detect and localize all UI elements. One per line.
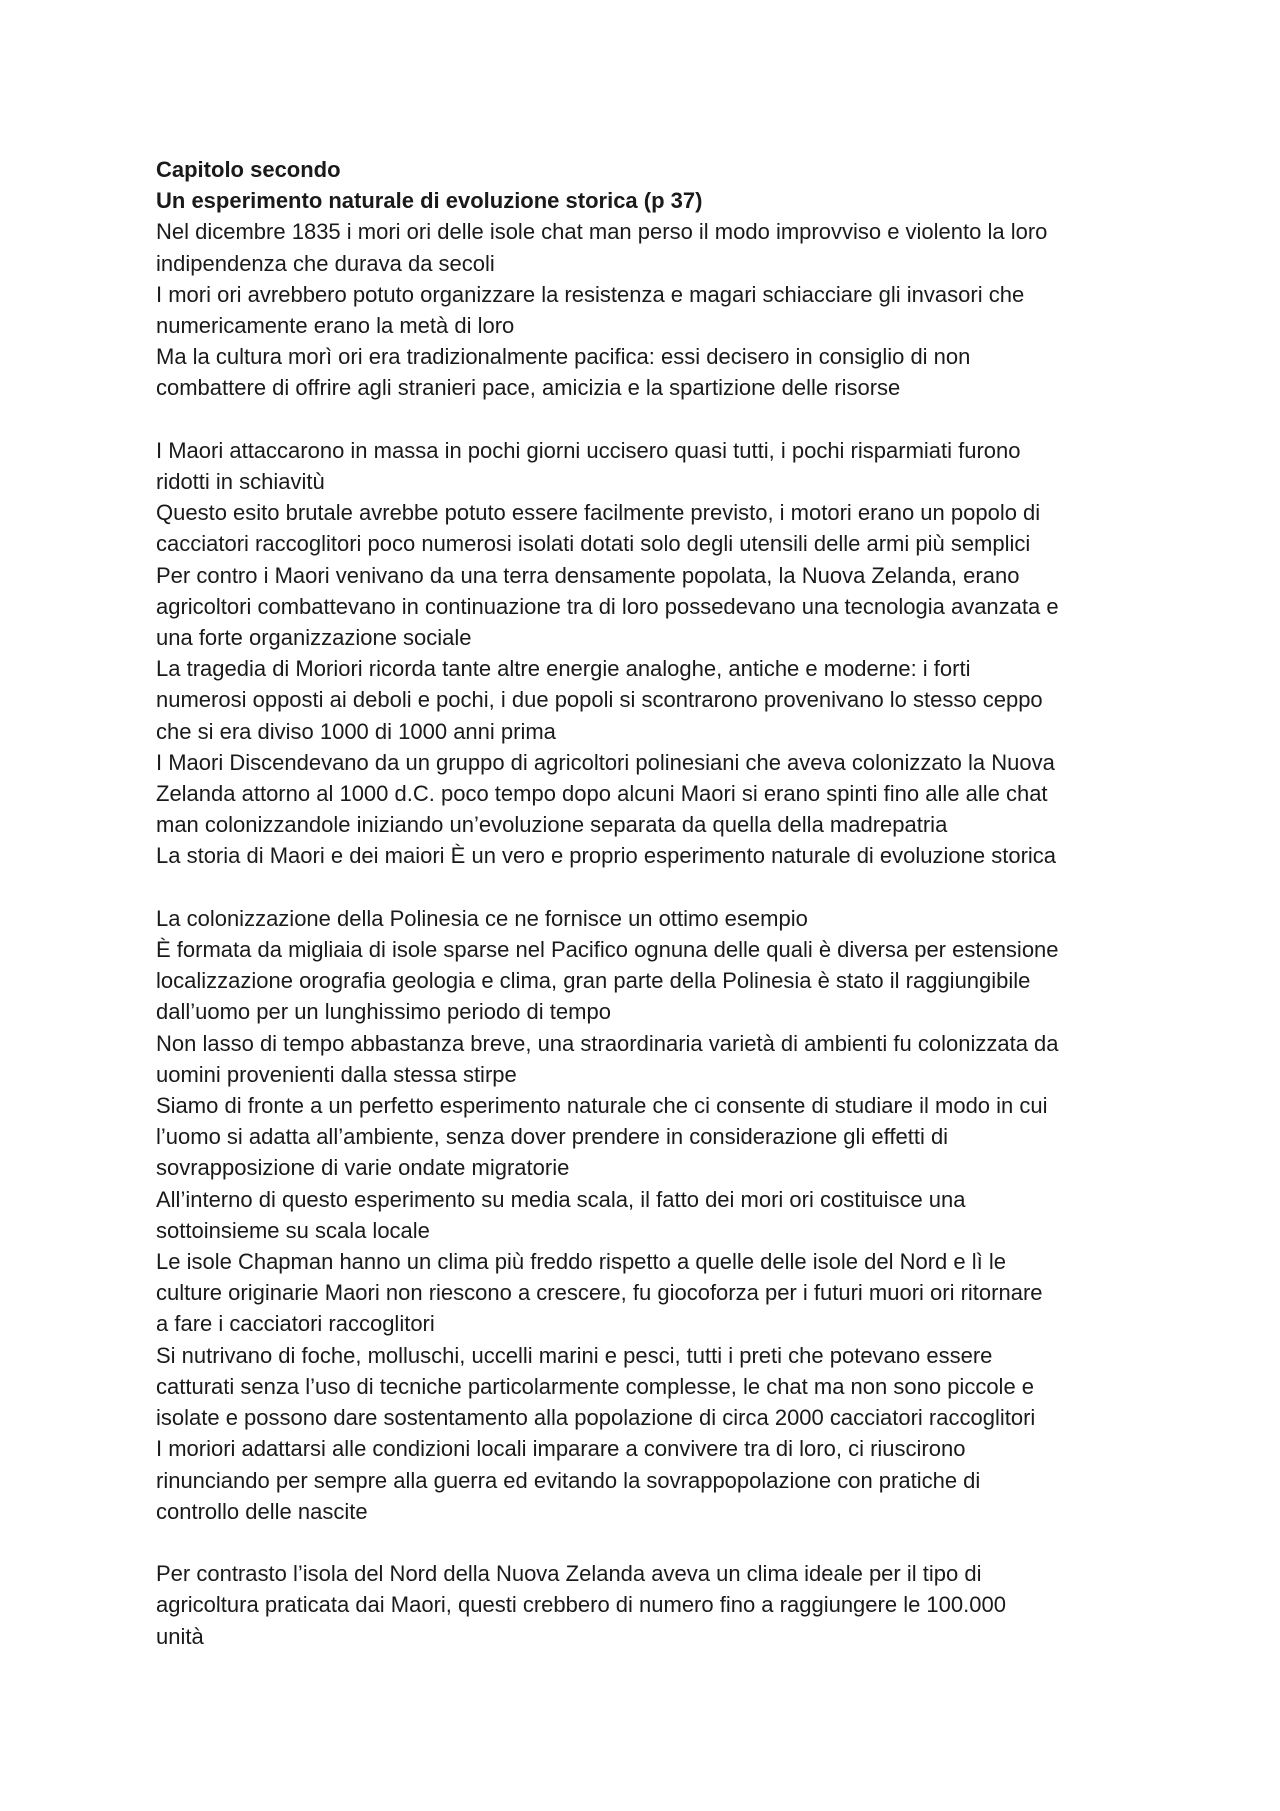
text-line: Per contrasto l’isola del Nord della Nuova Zelanda aveva un clima ideale per il tipo di	[156, 1561, 982, 1587]
text-line: sottoinsieme su scala locale	[156, 1217, 430, 1243]
text-line: Non lasso di tempo abbastanza breve, una straordinaria varietà di ambienti fu colonizzata da	[156, 1030, 1059, 1056]
text-line: rinunciando per sempre alla guerra ed evitando la sovrappopolazione con pratiche di	[156, 1467, 981, 1493]
text-line: combattere di offrire agli stranieri pace, amicizia e la spartizione delle risorse	[156, 375, 901, 401]
text-line: Nel dicembre 1835 i mori ori delle isole chat man perso il modo improvviso e violento la loro	[156, 219, 1048, 245]
text-line: Zelanda attorno al 1000 d.C. poco tempo dopo alcuni Maori si erano spinti fino alle alle chat	[156, 781, 1048, 807]
text-line: catturati senza l’uso di tecniche particolarmente complesse, le chat ma non sono piccole e	[156, 1373, 1035, 1399]
text-line: Siamo di fronte a un perfetto esperimento naturale che ci consente di studiare il modo in cui	[156, 1093, 1048, 1119]
text-line: culture originarie Maori non riescono a crescere, fu giocoforza per i futuri muori ori ritornare	[156, 1280, 1043, 1306]
text-line: I Maori attaccarono in massa in pochi giorni uccisero quasi tutti, i pochi risparmiati furono	[156, 437, 1021, 463]
text-line: Le isole Chapman hanno un clima più freddo rispetto a quelle delle isole del Nord e lì le	[156, 1249, 1006, 1275]
text-line: I moriori adattarsi alle condizioni locali imparare a convivere tra di loro, ci riuscirono	[156, 1436, 966, 1462]
text-line: unità	[156, 1623, 204, 1649]
document-body	[156, 216, 1156, 1651]
text-line: localizzazione orografia geologia e clima, gran parte della Polinesia è stato il raggiungibile	[156, 968, 1031, 994]
text-line: I Maori Discendevano da un gruppo di agricoltori polinesiani che aveva colonizzato la Nuova	[156, 749, 1055, 775]
text-line: dall’uomo per un lunghissimo periodo di tempo	[156, 999, 611, 1025]
text-line: Per contro i Maori venivano da una terra densamente popolata, la Nuova Zelanda, erano	[156, 562, 1020, 588]
text-line: Ma la cultura morì ori era tradizionalmente pacifica: essi decisero in consiglio di non	[156, 344, 971, 370]
text-line: All’interno di questo esperimento su media scala, il fatto dei mori ori costituisce una	[156, 1186, 966, 1212]
text-line: man colonizzandole iniziando un’evoluzione separata da quella della madrepatria	[156, 812, 948, 838]
text-line: Questo esito brutale avrebbe potuto essere facilmente previsto, i motori erano un popolo di	[156, 500, 1041, 526]
text-line: indipendenza che durava da secoli	[156, 250, 495, 276]
text-line: È formata da migliaia di isole sparse nel Pacifico ognuna delle quali è diversa per estensione	[156, 937, 1059, 963]
text-line: numerosi opposti ai deboli e pochi, i due popoli si scontrarono provenivano lo stesso ceppo	[156, 687, 1043, 713]
text-line: a fare i cacciatori raccoglitori	[156, 1311, 435, 1337]
text-line: La storia di Maori e dei maiori È un vero e proprio esperimento naturale di evoluzione storica	[156, 843, 1057, 869]
text-line: agricoltori combattevano in continuazione tra di loro possedevano una tecnologia avanzata e	[156, 593, 1059, 619]
text-line: una forte organizzazione sociale	[156, 625, 472, 651]
text-line: l’uomo si adatta all’ambiente, senza dover prendere in considerazione gli effetti di	[156, 1124, 949, 1150]
chapter-title: Capitolo secondo	[156, 157, 341, 182]
text-line: agricoltura praticata dai Maori, questi crebbero di numero fino a raggiungere le 100.000	[156, 1592, 1006, 1618]
text-line: ridotti in schiavitù	[156, 469, 325, 495]
paragraph-spacer	[156, 1527, 1156, 1558]
text-line: isolate e possono dare sostentamento alla popolazione di circa 2000 cacciatori raccoglitori	[156, 1405, 1036, 1431]
text-line: cacciatori raccoglitori poco numerosi isolati dotati solo degli utensili delle armi più semplici	[156, 531, 1031, 557]
paragraph-spacer	[156, 872, 1156, 903]
text-line: I mori ori avrebbero potuto organizzare la resistenza e magari schiacciare gli invasori che	[156, 281, 1025, 307]
section-title: Un esperimento naturale di evoluzione storica (p 37)	[156, 188, 703, 214]
text-line: sovrapposizione di varie ondate migratorie	[156, 1155, 570, 1181]
document-page	[156, 154, 1156, 1652]
text-line: La colonizzazione della Polinesia ce ne fornisce un ottimo esempio	[156, 905, 808, 931]
text-line: controllo delle nascite	[156, 1498, 368, 1524]
paragraph-spacer	[156, 404, 1156, 435]
text-line: uomini provenienti dalla stessa stirpe	[156, 1061, 517, 1087]
text-line: La tragedia di Moriori ricorda tante altre energie analoghe, antiche e moderne: i forti	[156, 656, 971, 682]
text-line: Si nutrivano di foche, molluschi, uccelli marini e pesci, tutti i preti che potevano essere	[156, 1342, 993, 1368]
text-line: che si era diviso 1000 di 1000 anni prima	[156, 718, 556, 744]
text-line: numericamente erano la metà di loro	[156, 313, 515, 339]
